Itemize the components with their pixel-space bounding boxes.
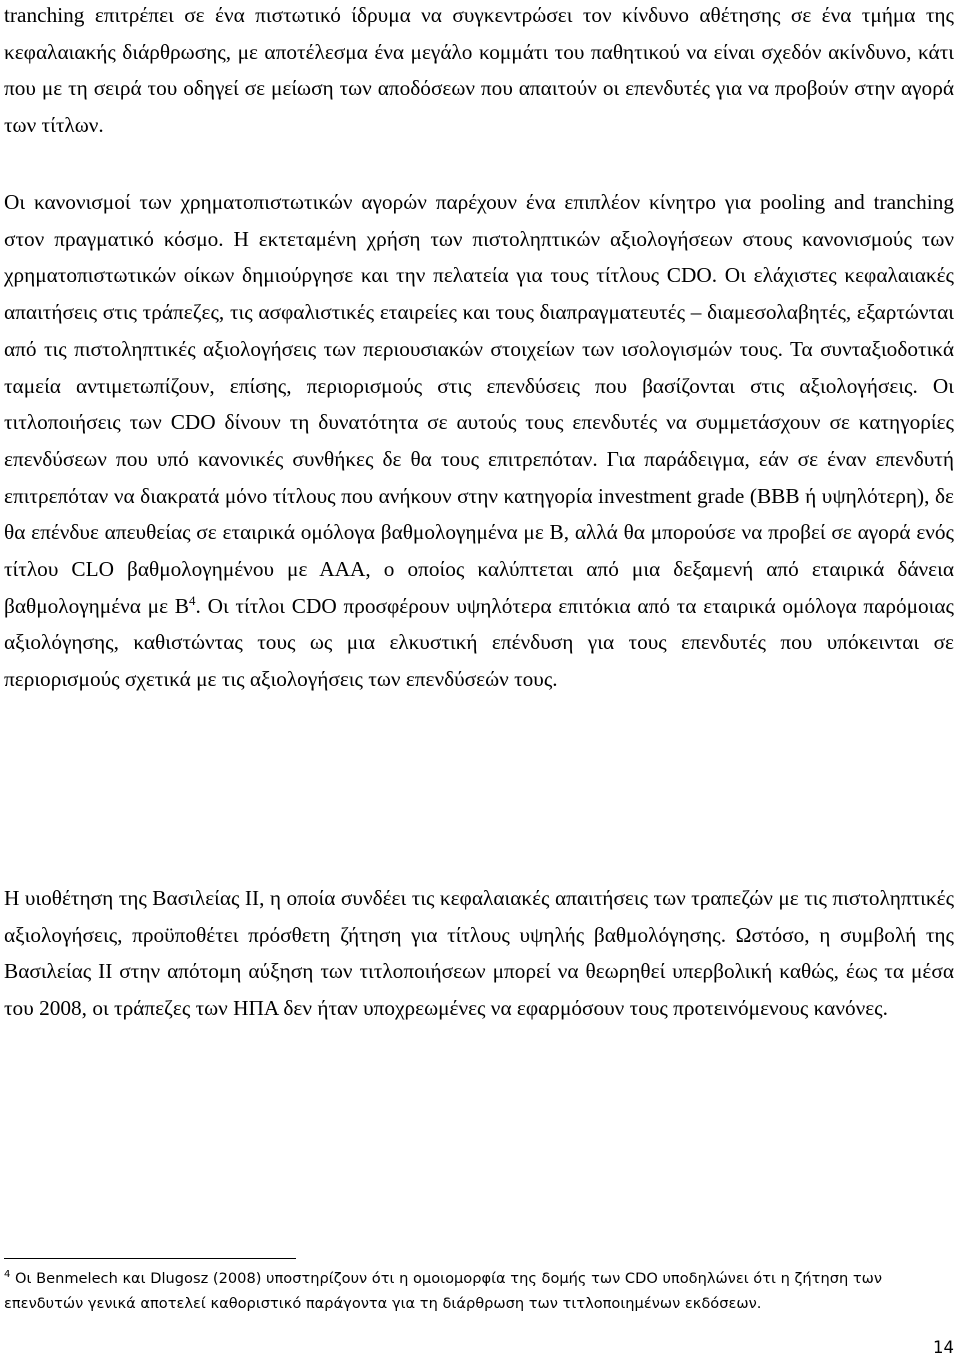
paragraph-regulations [4, 184, 954, 698]
paragraph-text: Οι κανονισμοί των χρηματοπιστωτικών αγορών παρέχουν ένα επιπλέον κίνητρο για pooling and tranching στον πραγματικό κόσμο. Η εκτεταμένη χρήση των πιστοληπτικών αξιολογήσεων στους κανονισμούς των χρηματοπιστωτικών οίκων δημιούργησε και την πελατεία για τους τίτλους CDO. Οι ελάχιστες κεφαλαιακές απαιτήσεις στις τράπεζες, τις ασφαλιστικές εταιρείες και τους διαπραγματευτές – διαμεσολαβητές, εξαρτώνται από τις πιστοληπτικές αξιολογήσεις των περιουσιακών στοιχείων των ισολογισμών τους. Τα συνταξιοδοτικά ταμεία αντιμετωπίζουν, επίσης, περιορισμούς στις επενδύσεις που βασίζονται στις αξιολογήσεις. Οι τιτλοποιήσεις των CDO δίνουν τη δυνατότητα σε αυτούς τους επενδυτές να συμμετάσχουν σε κατηγορίες επενδύσεων που υπό κανονικές συνθήκες δε θα τους επιτρεπόταν. Για παράδειγμα, εάν σε έναν επενδυτή επιτρεπόταν να διακρατά μόνο τίτλους που ανήκουν στην κατηγορία investment grade (BBB ή υψηλότερη), δε θα επένδυε απευθείας σε εταιρικά ομόλογα βαθμολογημένα με Β, αλλά θα μπορούσε να προβεί σε αγορά ενός τίτλου CLO βαθμολογημένου με ΑΑΑ, ο οποίος καλύπτεται από μια δεξαμενή από εταιρικά δάνεια βαθμολογημένα με Β [4, 190, 954, 618]
footnote [4, 1266, 952, 1316]
paragraph-text: tranching επιτρέπει σε ένα πιστωτικό ίδρυμα να συγκεντρώσει τον κίνδυνο αθέτησης σε ένα τμήμα της κεφαλαιακής διάρθρωσης, με αποτέλεσμα ένα μεγάλο κομμάτι του παθητικού να είναι σχεδόν ακίνδυνο, κάτι που με τη σειρά του οδηγεί σε μείωση των αποδόσεων που απαιτούν οι επενδυτές για να προβούν στην αγορά των τίτλων. [4, 3, 954, 138]
footnote-separator [4, 1258, 296, 1259]
paragraph-tranching [4, 0, 954, 144]
footnote-mark: 4 [4, 1269, 11, 1281]
footnote-text: Οι Benmelech και Dlugosz (2008) υποστηρίζουν ότι η ομοιομορφία της δομής των CDO υποδηλώνει ότι η ζήτηση των επενδυτών γενικά αποτελεί καθοριστικό παράγοντα για τη διάρθρωση των τιτλοποιημένων εκδόσεων. [4, 1270, 882, 1312]
footnote-reference[interactable]: 4 [189, 592, 196, 608]
paragraph-basel-ii [4, 880, 954, 1027]
page-number: 14 [933, 1338, 954, 1357]
paragraph-text-continued: . Οι τίτλοι CDO προσφέρουν υψηλότερα επιτόκια από τα εταιρικά ομόλογα παρόμοιας αξιολόγησης, καθιστώντας τους ως μια ελκυστική επένδυση για τους επενδυτές που υπόκεινται σε περιορισμούς σχετικά με τις αξιολογήσεις των επενδύσεών τους. [4, 593, 954, 692]
paragraph-text: Η υιοθέτηση της Βασιλείας ΙΙ, η οποία συνδέει τις κεφαλαιακές απαιτήσεις των τραπεζών με τις πιστοληπτικές αξιολογήσεις, προϋποθέτει πρόσθετη ζήτηση για τίτλους υψηλής βαθμολόγησης. Ωστόσο, η συμβολή της Βασιλείας ΙΙ στην απότομη αύξηση των τιτλοποιήσεων μπορεί να θεωρηθεί υπερβολική καθώς, έως τα μέσα του 2008, οι τράπεζες των ΗΠΑ δεν ήταν υποχρεωμένες να εφαρμόσουν τους προτεινόμενους κανόνες. [4, 886, 954, 1021]
